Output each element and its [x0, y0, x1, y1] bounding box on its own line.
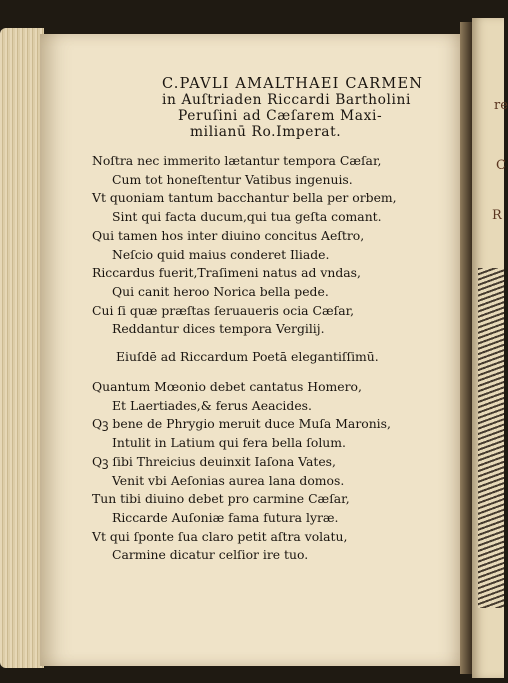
verse-line: Vt qui ſponte ſua claro petit aſtra volatu,	[92, 528, 348, 544]
verse-line: Tun tibi diuino debet pro carmine Cæſar,	[92, 491, 350, 507]
poem-second	[92, 378, 452, 565]
verse-line: Neſcio quid maius conderet Iliade.	[112, 246, 330, 262]
title-line: milianū Ro.Imperat.	[190, 124, 342, 140]
book-gutter	[460, 22, 472, 674]
verse-line: Qꝫ bene de Phrygio meruit duce Muſa Maronis,	[92, 416, 391, 432]
facing-page-fragment: C	[496, 158, 506, 173]
title-line: Peruſini ad Cæſarem Maxi-	[178, 108, 383, 124]
facing-page-fragment: re	[494, 98, 508, 113]
verse-line: Venit vbi Aeſonias aurea lana domos.	[112, 472, 345, 488]
verse-line: Reddantur dices tempora Vergilij.	[112, 321, 325, 337]
verse-line: Noſtra nec immerito lætantur tempora Cæſar,	[92, 153, 382, 168]
page-edges	[0, 28, 44, 668]
verse-line: Qui tamen hos inter diuino concitus Aeſtro,	[92, 227, 365, 243]
facing-page-fragment: R	[492, 208, 502, 223]
verse-line: Cum tot honeſtentur Vatibus ingenuis.	[112, 171, 353, 187]
verse-line: Sint qui facta ducum,qui tua geſta comant.	[112, 209, 382, 225]
title-line: C.PAVLI AMALTHAEI CARMEN	[162, 76, 424, 92]
facing-page	[472, 18, 508, 678]
woodcut-illustration	[478, 268, 504, 608]
title-block	[92, 76, 452, 140]
section-subtitle: Eiuſdē ad Riccardum Poetā elegantiſſimū.	[116, 349, 379, 365]
verse-line: Qꝫ ſibi Threicius deuinxit Iaſona Vates,	[92, 453, 336, 469]
verse-line: Intulit in Latium qui fera bella ſolum.	[112, 435, 346, 451]
verse-line: Qui canit heroo Norica bella pede.	[112, 283, 329, 299]
poem-first	[92, 152, 452, 339]
page-text	[92, 76, 452, 565]
verse-line: Carmine dicatur celſior ire tuo.	[112, 547, 309, 563]
verse-line: Riccarde Auſoniæ fama futura lyræ.	[112, 509, 339, 525]
verse-line: Cui ſi quæ præſtas ſeruaueris ocia Cæſar,	[92, 302, 355, 318]
verse-line: Riccardus fuerit,Traſimeni natus ad vndas,	[92, 265, 361, 281]
verse-line: Quantum Mœonio debet cantatus Homero,	[92, 379, 362, 395]
title-line: in Auſtriaden Riccardi Bartholini	[162, 92, 412, 108]
verse-line: Vt quoniam tantum bacchantur bella per orbem,	[92, 190, 397, 206]
verse-line: Et Laertiades,& ferus Aeacides.	[112, 397, 312, 413]
